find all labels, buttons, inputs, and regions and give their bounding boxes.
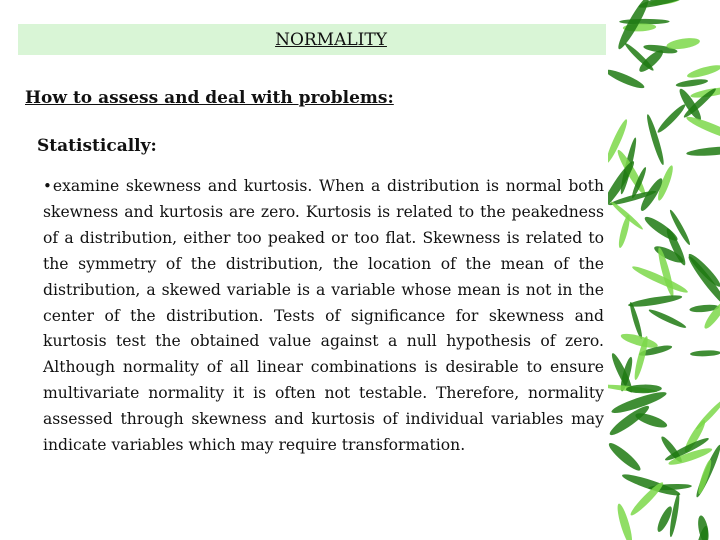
- bamboo-leaf: [696, 459, 713, 496]
- bamboo-leaf: [634, 410, 669, 430]
- bamboo-leaf: [686, 63, 720, 80]
- subheading: How to assess and deal with problems:: [25, 88, 394, 108]
- bamboo-leaf: [628, 301, 644, 340]
- bamboo-leaf: [628, 293, 683, 309]
- bullet-text: examine skewness and kurtosis. When a distribution is normal both skewness and kurtosis are zero. Kurtosis is related to the peakedness of a distribution, either too peaked or too flat. Skewness is related to the symmetry of the distribution, the location of the mean of the distribution, a skewed variable is a variable whose mean is not in the center of the distribution. Tests of significance for skewness and kurtosis test the obtained value against a null hypothesis of zero. Although normality of all linear combinations is desirable to ensure multivariate normality it is often not testable. Therefore, normality assessed through skewness and kurtosis of individual variables may indicate variables which may require transformation.: [43, 177, 604, 455]
- bamboo-leaf: [615, 502, 635, 540]
- bamboo-leaf: [648, 307, 688, 330]
- bamboo-leaf: [702, 299, 720, 331]
- bamboo-leaf: [617, 214, 632, 249]
- bamboo-leaf: [690, 350, 720, 357]
- slide-title: NORMALITY: [275, 30, 387, 50]
- bamboo-leaf: [685, 114, 720, 144]
- bullet-icon: •: [43, 177, 52, 195]
- bullet-paragraph: [43, 174, 604, 459]
- bamboo-leaves-decoration: [608, 0, 720, 540]
- bamboo-leaf: [655, 102, 687, 135]
- bamboo-leaf: [608, 440, 643, 474]
- section-label: Statistically:: [37, 136, 157, 156]
- bamboo-leaf: [686, 145, 720, 158]
- bamboo-leaf: [645, 113, 667, 166]
- bamboo-leaf: [675, 78, 708, 89]
- bamboo-leaf: [608, 118, 630, 165]
- bamboo-leaf: [631, 263, 690, 295]
- title-bar: [18, 24, 606, 55]
